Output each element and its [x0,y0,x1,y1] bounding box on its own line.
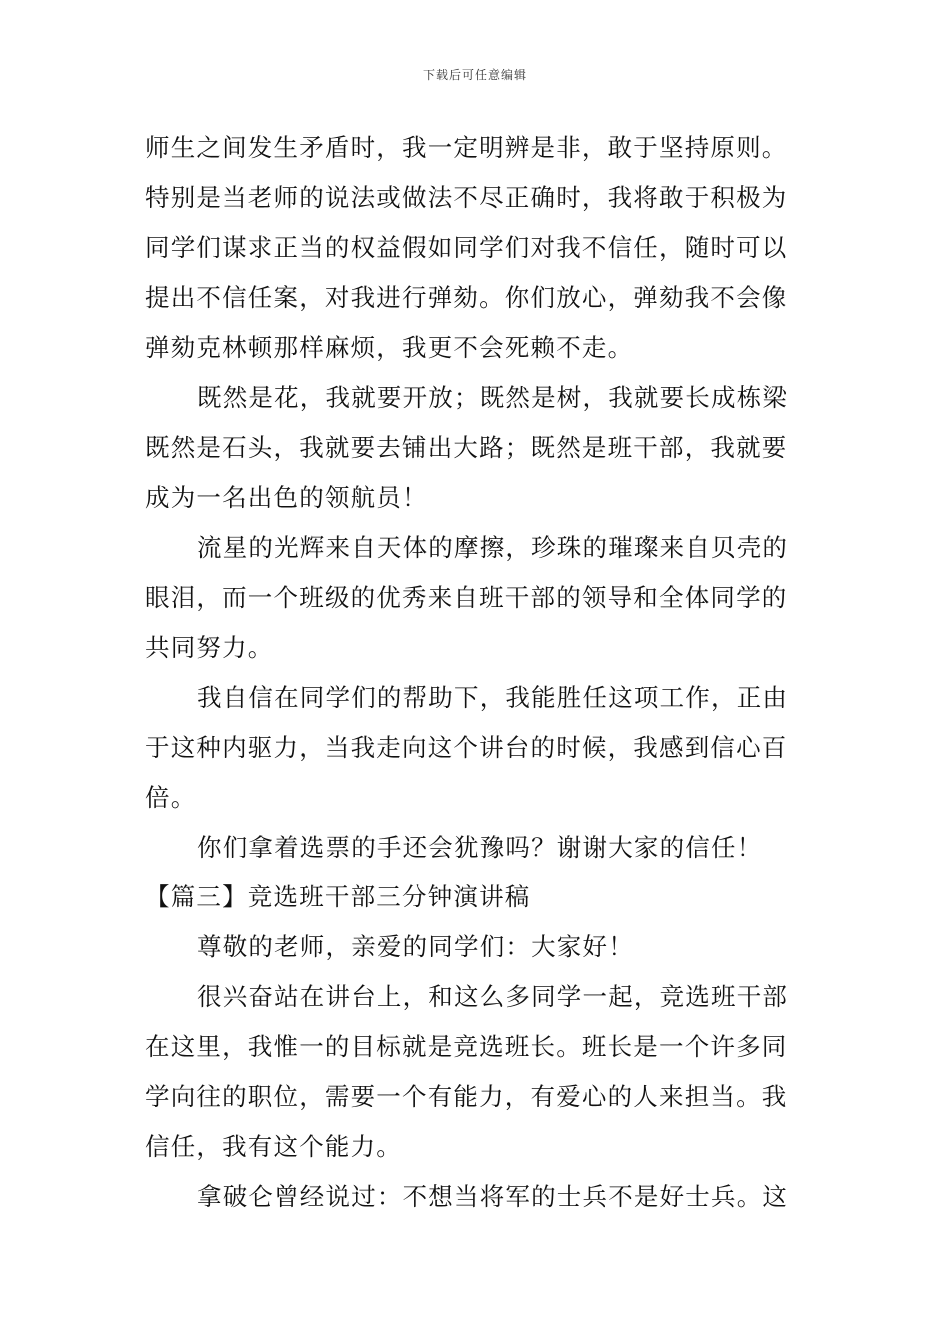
greeting-line: 尊敬的老师，亲爱的同学们：大家好！ [197,932,634,961]
text-line: 既然是石头，我就要去铺出大路；既然是班干部，我就要 [145,433,788,462]
text-line: 弹劾克林顿那样麻烦，我更不会死赖不走。 [145,333,634,362]
section-heading: 【篇三】竞选班干部三分钟演讲稿 [145,882,531,911]
text-line: 眼泪，而一个班级的优秀来自班干部的领导和全体同学的 [145,583,788,612]
text-line: 在这里，我惟一的目标就是竞选班长。班长是一个许多同 [145,1032,788,1061]
text-line: 学向往的职位，需要一个有能力，有爱心的人来担当。我 [145,1082,788,1111]
text-line: 成为一名出色的领航员！ [145,483,428,512]
paragraph-first-line: 很兴奋站在讲台上，和这么多同学一起，竞选班干部 [197,982,789,1011]
text-line: 特别是当老师的说法或做法不尽正确时，我将敢于积极为 [145,183,788,212]
text-line: 同学们谋求正当的权益假如同学们对我不信任，随时可以 [145,233,788,262]
text-line: 于这种内驱力，当我走向这个讲台的时候，我感到信心百 [145,733,788,762]
text-line: 信任，我有这个能力。 [145,1132,402,1161]
paragraph-first-line: 既然是花，我就要开放；既然是树，我就要长成栋梁 [197,383,789,412]
page-header: 下载后可任意编辑 [422,68,527,82]
paragraph-first-line: 流星的光辉来自天体的摩擦，珍珠的璀璨来自贝壳的 [197,533,789,562]
text-line: 提出不信任案，对我进行弹劾。你们放心，弹劾我不会像 [145,283,788,312]
text-line: 倍。 [145,783,197,812]
paragraph-first-line: 我自信在同学们的帮助下，我能胜任这项工作，正由 [197,683,789,712]
text-line: 共同努力。 [145,633,274,662]
paragraph-first-line: 拿破仑曾经说过：不想当将军的士兵不是好士兵。这 [197,1182,789,1211]
text-line: 师生之间发生矛盾时，我一定明辨是非，敢于坚持原则。 [145,133,788,162]
paragraph-first-line: 你们拿着选票的手还会犹豫吗？谢谢大家的信任！ [197,833,763,862]
